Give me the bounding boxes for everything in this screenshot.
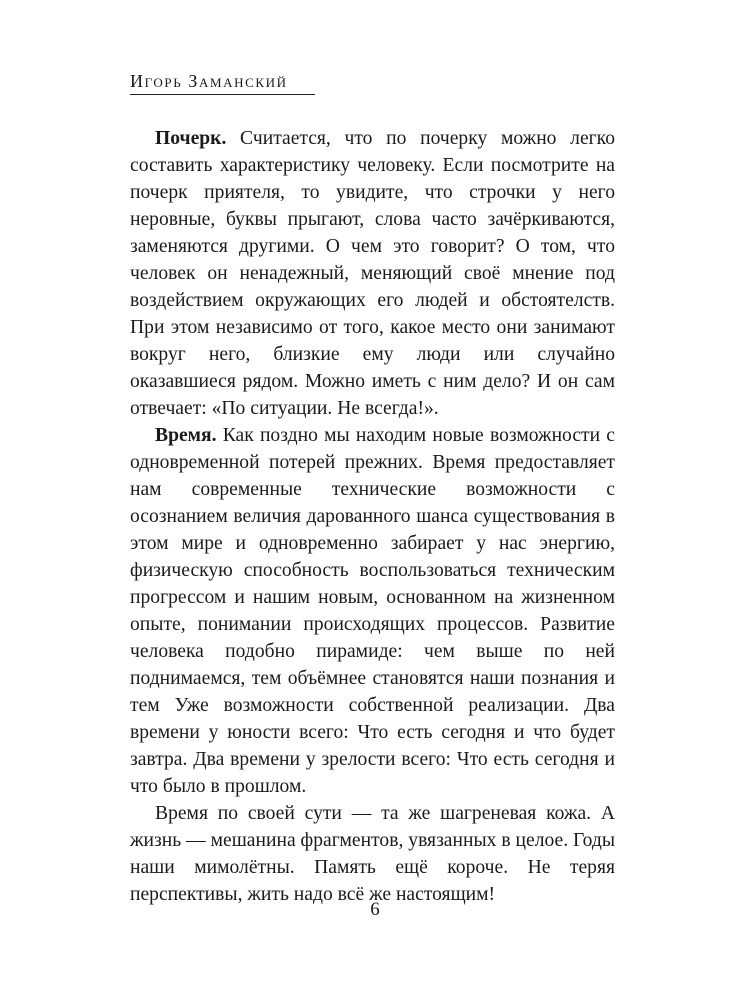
paragraph-text: Время по своей сути — та же шагреневая кожа. А жизнь — мешанина фрагментов, увязанных в целое. Годы наши мимолётны. Память ещё короче. Не теряя перспективы, жить надо всё же настоящим! bbox=[130, 803, 615, 905]
term-time: Время. bbox=[155, 425, 217, 446]
term-handwriting: Почерк. bbox=[155, 128, 227, 149]
paragraph-text: Считается, что по почерку можно легко составить характеристику человеку. Если посмотрите на почерк приятеля, то увидите, что строчки у него неровные, буквы прыгают, слова часто зачёркиваются, заменяются другими. О чем это говорит? О том, что человек он ненадежный, меняющий своё мнение под воздействием окружающих его людей и обстоятелств. При этом независимо от того, какое место они занимают вокруг него, близкие ему люди или случайно оказавшиеся рядом. Можно иметь с ним дело? И он сам отвечает: «По ситуации. Не всегда!». bbox=[130, 128, 615, 419]
page-number: 6 bbox=[370, 899, 380, 920]
paragraph-handwriting bbox=[130, 125, 615, 422]
paragraph-text: Как поздно мы находим новые возможности с одновременной потерей прежних. Время предоставляет нам современные технические возможности с осознанием величия дарованного шанса существования в этом мире и одновременно забирает у нас энергию, физическую способность воспользоваться техническим прогрессом и нашим новым, основанном на жизненном опыте, понимании происходящих процессов. Развитие человека подобно пирамиде: чем выше по ней поднимаемся, тем объёмнее становятся наши познания и тем Уже возможности собственной реализации. Два времени у юности всего: Что есть сегодня и что будет завтра. Два времени у зрелости всего: Что есть сегодня и что было в прошлом. bbox=[130, 425, 615, 797]
paragraph-conclusion bbox=[130, 800, 615, 908]
paragraph-time bbox=[130, 422, 615, 800]
body-text bbox=[130, 125, 615, 908]
running-head-author: Игорь Заманский bbox=[130, 70, 315, 95]
